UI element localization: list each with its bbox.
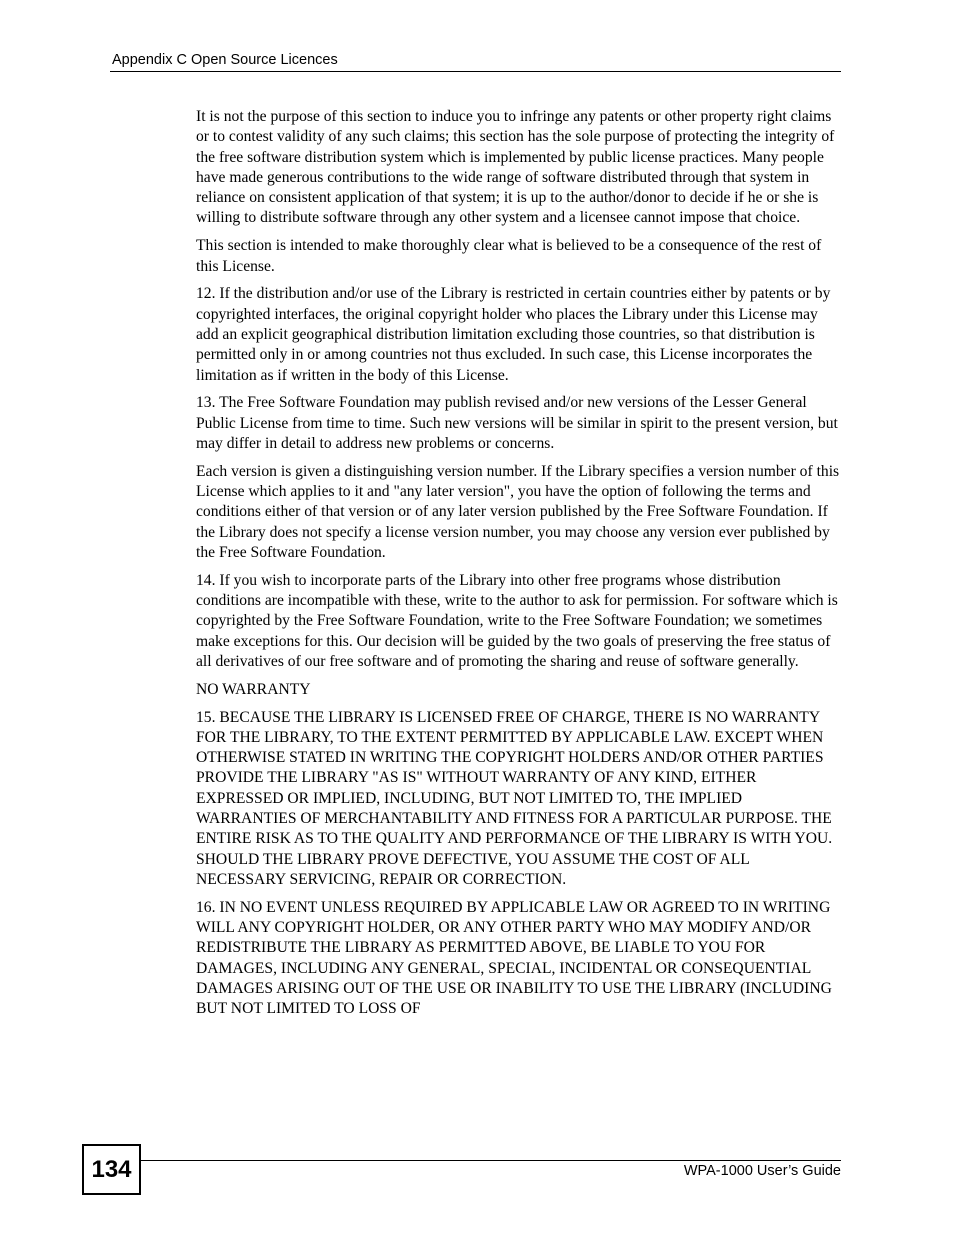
paragraph-section-16: 16. IN NO EVENT UNLESS REQUIRED BY APPLICABLE LAW OR AGREED TO IN WRITING WILL ANY COPYRIGHT HOLDER, OR ANY OTHER PARTY WHO MAY MODIFY AND/OR REDISTRIBUTE THE LIBRARY AS PERMITTED ABOVE, BE LIABLE TO YOU FOR DAMAGES, INCLUDING ANY GENERAL, SPECIAL, INCIDENTAL OR CONSEQUENTIAL DAMAGES ARISING OUT OF THE USE OR INABILITY TO USE THE LIBRARY (INCLUDING BUT NOT LIMITED TO LOSS OF <box>196 898 832 1018</box>
paragraph-purpose: It is not the purpose of this section to induce you to infringe any patents or other property right claims or to contest validity of any such claims; this section has the sole purpose of protecting the integrity of the free software distribution system which is implemented by public license practices. Many people have made generous contributions to the wide range of software distributed through that system in reliance on consistent application of that system; it is up to the author/donor to decide if he or she is willing to distribute software through any other system and a licensee cannot impose that choice. <box>196 108 835 227</box>
no-warranty-heading: NO WARRANTY <box>196 680 311 698</box>
header-divider <box>110 71 841 72</box>
paragraph-section-13: 13. The Free Software Foundation may publish revised and/or new versions of the Lesser General Public License from time to time. Such new versions will be similar in spirit to the present version, but may differ in detail to address new problems or concerns. <box>196 394 838 452</box>
page-number: 134 <box>91 1155 132 1183</box>
paragraph-section-14: 14. If you wish to incorporate parts of the Library into other free programs whose distribution conditions are incompatible with these, write to the author to ask for permission. For software which is copyrighted by the Free Software Foundation, write to the Free Software Foundation; we sometimes make exceptions for this. Our decision will be guided by the two goals of preserving the free status of all derivatives of our free software and of promoting the sharing and reuse of software generally. <box>196 571 838 670</box>
document-body <box>196 107 842 1027</box>
paragraph-intent: This section is intended to make thoroughly clear what is believed to be a consequence of the rest of this License. <box>196 237 822 275</box>
guide-title: WPA-1000 User’s Guide <box>683 1163 841 1179</box>
paragraph-section-12: 12. If the distribution and/or use of the Library is restricted in certain countries either by patents or by copyrighted interfaces, the original copyright holder who places the Library under this License may add an explicit geographical distribution limitation excluding those countries, so that distribution is permitted only in or among countries not thus excluded. In such case, this License incorporates the limitation as if written in the body of this License. <box>196 285 831 384</box>
footer-divider <box>141 1160 841 1161</box>
paragraph-section-15: 15. BECAUSE THE LIBRARY IS LICENSED FREE OF CHARGE, THERE IS NO WARRANTY FOR THE LIBRARY, TO THE EXTENT PERMITTED BY APPLICABLE LAW. EXCEPT WHEN OTHERWISE STATED IN WRITING THE COPYRIGHT HOLDERS AND/OR OTHER PARTIES PROVIDE THE LIBRARY "AS IS" WITHOUT WARRANTY OF ANY KIND, EITHER EXPRESSED OR IMPLIED, INCLUDING, BUT NOT LIMITED TO, THE IMPLIED WARRANTIES OF MERCHANTABILITY AND FITNESS FOR A PARTICULAR PURPOSE. THE ENTIRE RISK AS TO THE QUALITY AND PERFORMANCE OF THE LIBRARY IS WITH YOU. SHOULD THE LIBRARY PROVE DEFECTIVE, YOU ASSUME THE COST OF ALL NECESSARY SERVICING, REPAIR OR CORRECTION. <box>196 708 833 888</box>
running-header: Appendix C Open Source Licences <box>112 52 338 68</box>
page-number-box <box>82 1144 141 1195</box>
paragraph-version-number: Each version is given a distinguishing version number. If the Library specifies a version number of this License which applies to it and "any later version", you have the option of following the terms and conditions either of that version or of any later version published by the Free Software Foundation. If the Library does not specify a license version number, you may choose any version ever published by the Free Software Foundation. <box>196 462 840 561</box>
